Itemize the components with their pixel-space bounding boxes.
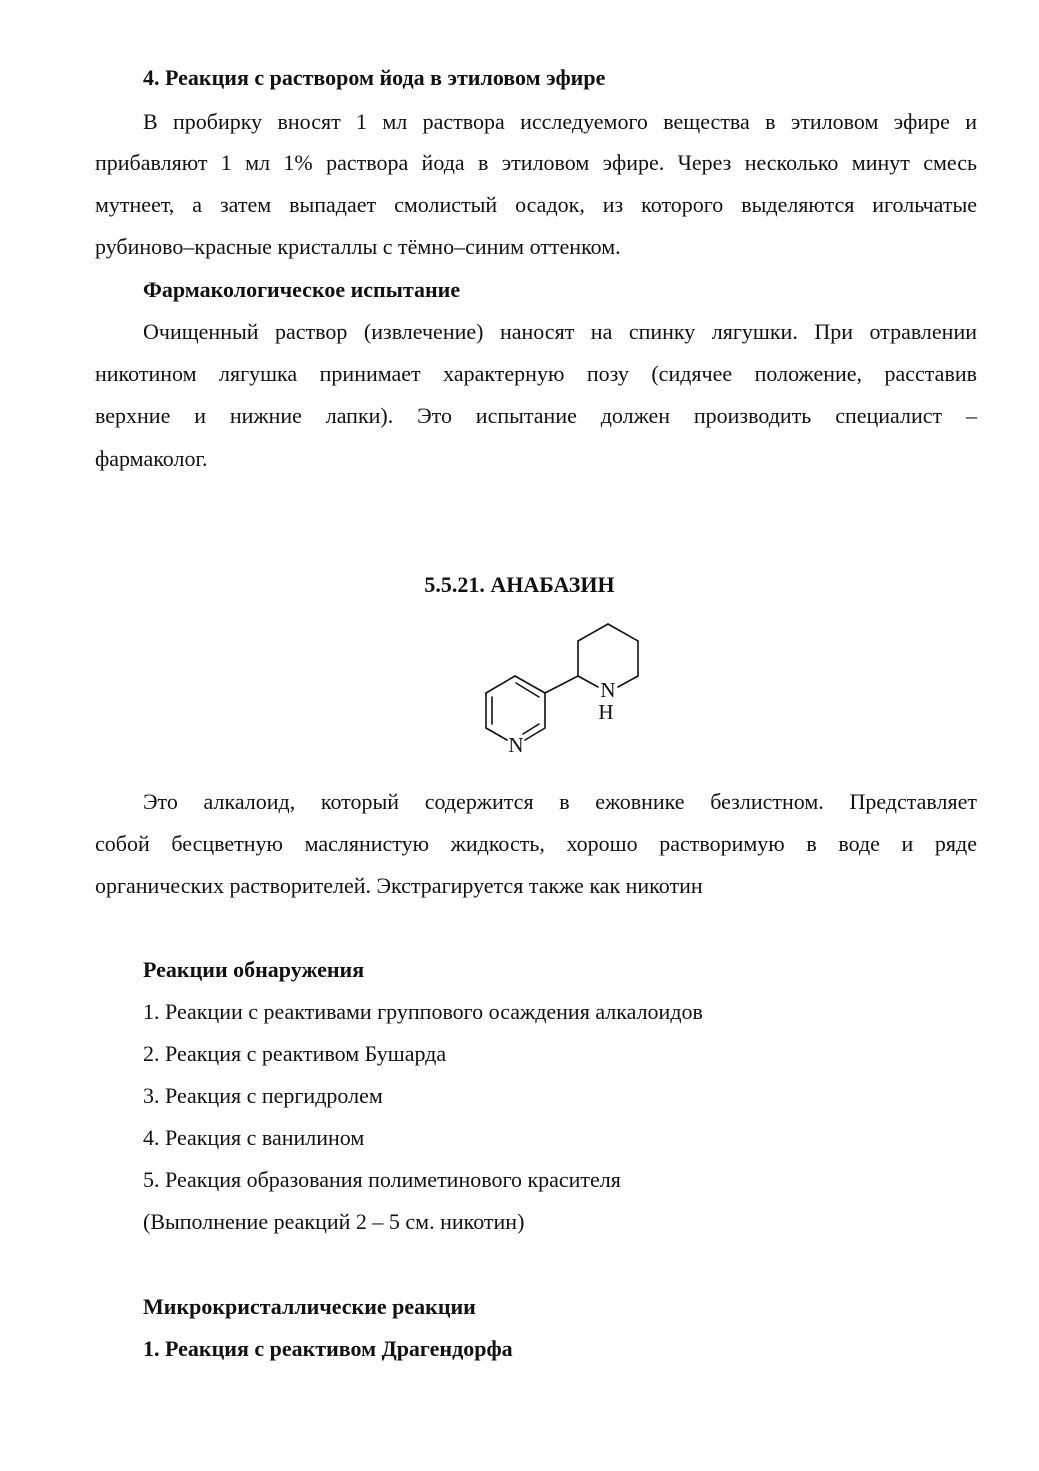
detection-note: (Выполнение реакций 2 – 5 см. никотин) — [143, 1209, 525, 1234]
microcrystalline-reactions-heading: Микрокристаллические реакции — [143, 1294, 476, 1319]
pharm-paragraph-line-4: фармаколог. — [95, 446, 208, 471]
detection-item-1: 1. Реакции с реактивами группового осаждения алкалоидов — [143, 999, 703, 1024]
anabasine-section-title: 5.5.21. АНАБАЗИН — [424, 572, 615, 597]
detection-item-4: 4. Реакция с ванилином — [143, 1125, 365, 1150]
iodine-paragraph-line-3: мутнеет, а затем выпадает смолистый осадок, из которого выделяются игольчатые — [95, 192, 977, 217]
detection-reactions-heading: Реакции обнаружения — [143, 957, 365, 982]
iodine-paragraph-line-2: прибавляют 1 мл 1% раствора йода в этиловом эфире. Через несколько минут смесь — [95, 150, 977, 175]
piperidine-nitrogen-label: N — [600, 678, 616, 702]
iodine-paragraph-line-1: В пробирку вносят 1 мл раствора исследуемого вещества в этиловом эфире и — [143, 109, 977, 134]
detection-item-3: 3. Реакция с пергидролем — [143, 1083, 383, 1108]
pharm-paragraph-line-1: Очищенный раствор (извлечение) наносят на спинку лягушки. При отравлении — [143, 319, 977, 344]
pharmacological-test-heading: Фармакологическое испытание — [143, 277, 461, 302]
dragendorff-reaction-heading: 1. Реакция с реактивом Драгендорфа — [143, 1336, 513, 1361]
pyridine-nitrogen-label: N — [508, 733, 524, 757]
detection-item-5: 5. Реакция образования полиметинового красителя — [143, 1167, 621, 1192]
pharm-paragraph-line-3: верхние и нижние лапки). Это испытание должен производить специалист – — [95, 403, 977, 428]
anabasine-paragraph-line-1: Это алкалоид, который содержится в ежовнике безлистном. Представляет — [143, 789, 977, 814]
anabasine-paragraph-line-2: собой бесцветную маслянистую жидкость, хорошо растворимую в воде и ряде — [95, 831, 977, 856]
anabasine-structure-diagram — [470, 615, 660, 765]
detection-item-2: 2. Реакция с реактивом Бушарда — [143, 1041, 447, 1066]
pharm-paragraph-line-2: никотином лягушка принимает характерную позу (сидячее положение, расставив — [95, 361, 977, 386]
iodine-paragraph-line-4: рубиново–красные кристаллы с тёмно–синим оттенком. — [95, 234, 621, 259]
anabasine-paragraph-line-3: органических растворителей. Экстрагируется также как никотин — [95, 873, 703, 898]
piperidine-hydrogen-label: H — [598, 700, 614, 724]
iodine-reaction-heading: 4. Реакция с раствором йода в этиловом эфире — [143, 65, 606, 90]
